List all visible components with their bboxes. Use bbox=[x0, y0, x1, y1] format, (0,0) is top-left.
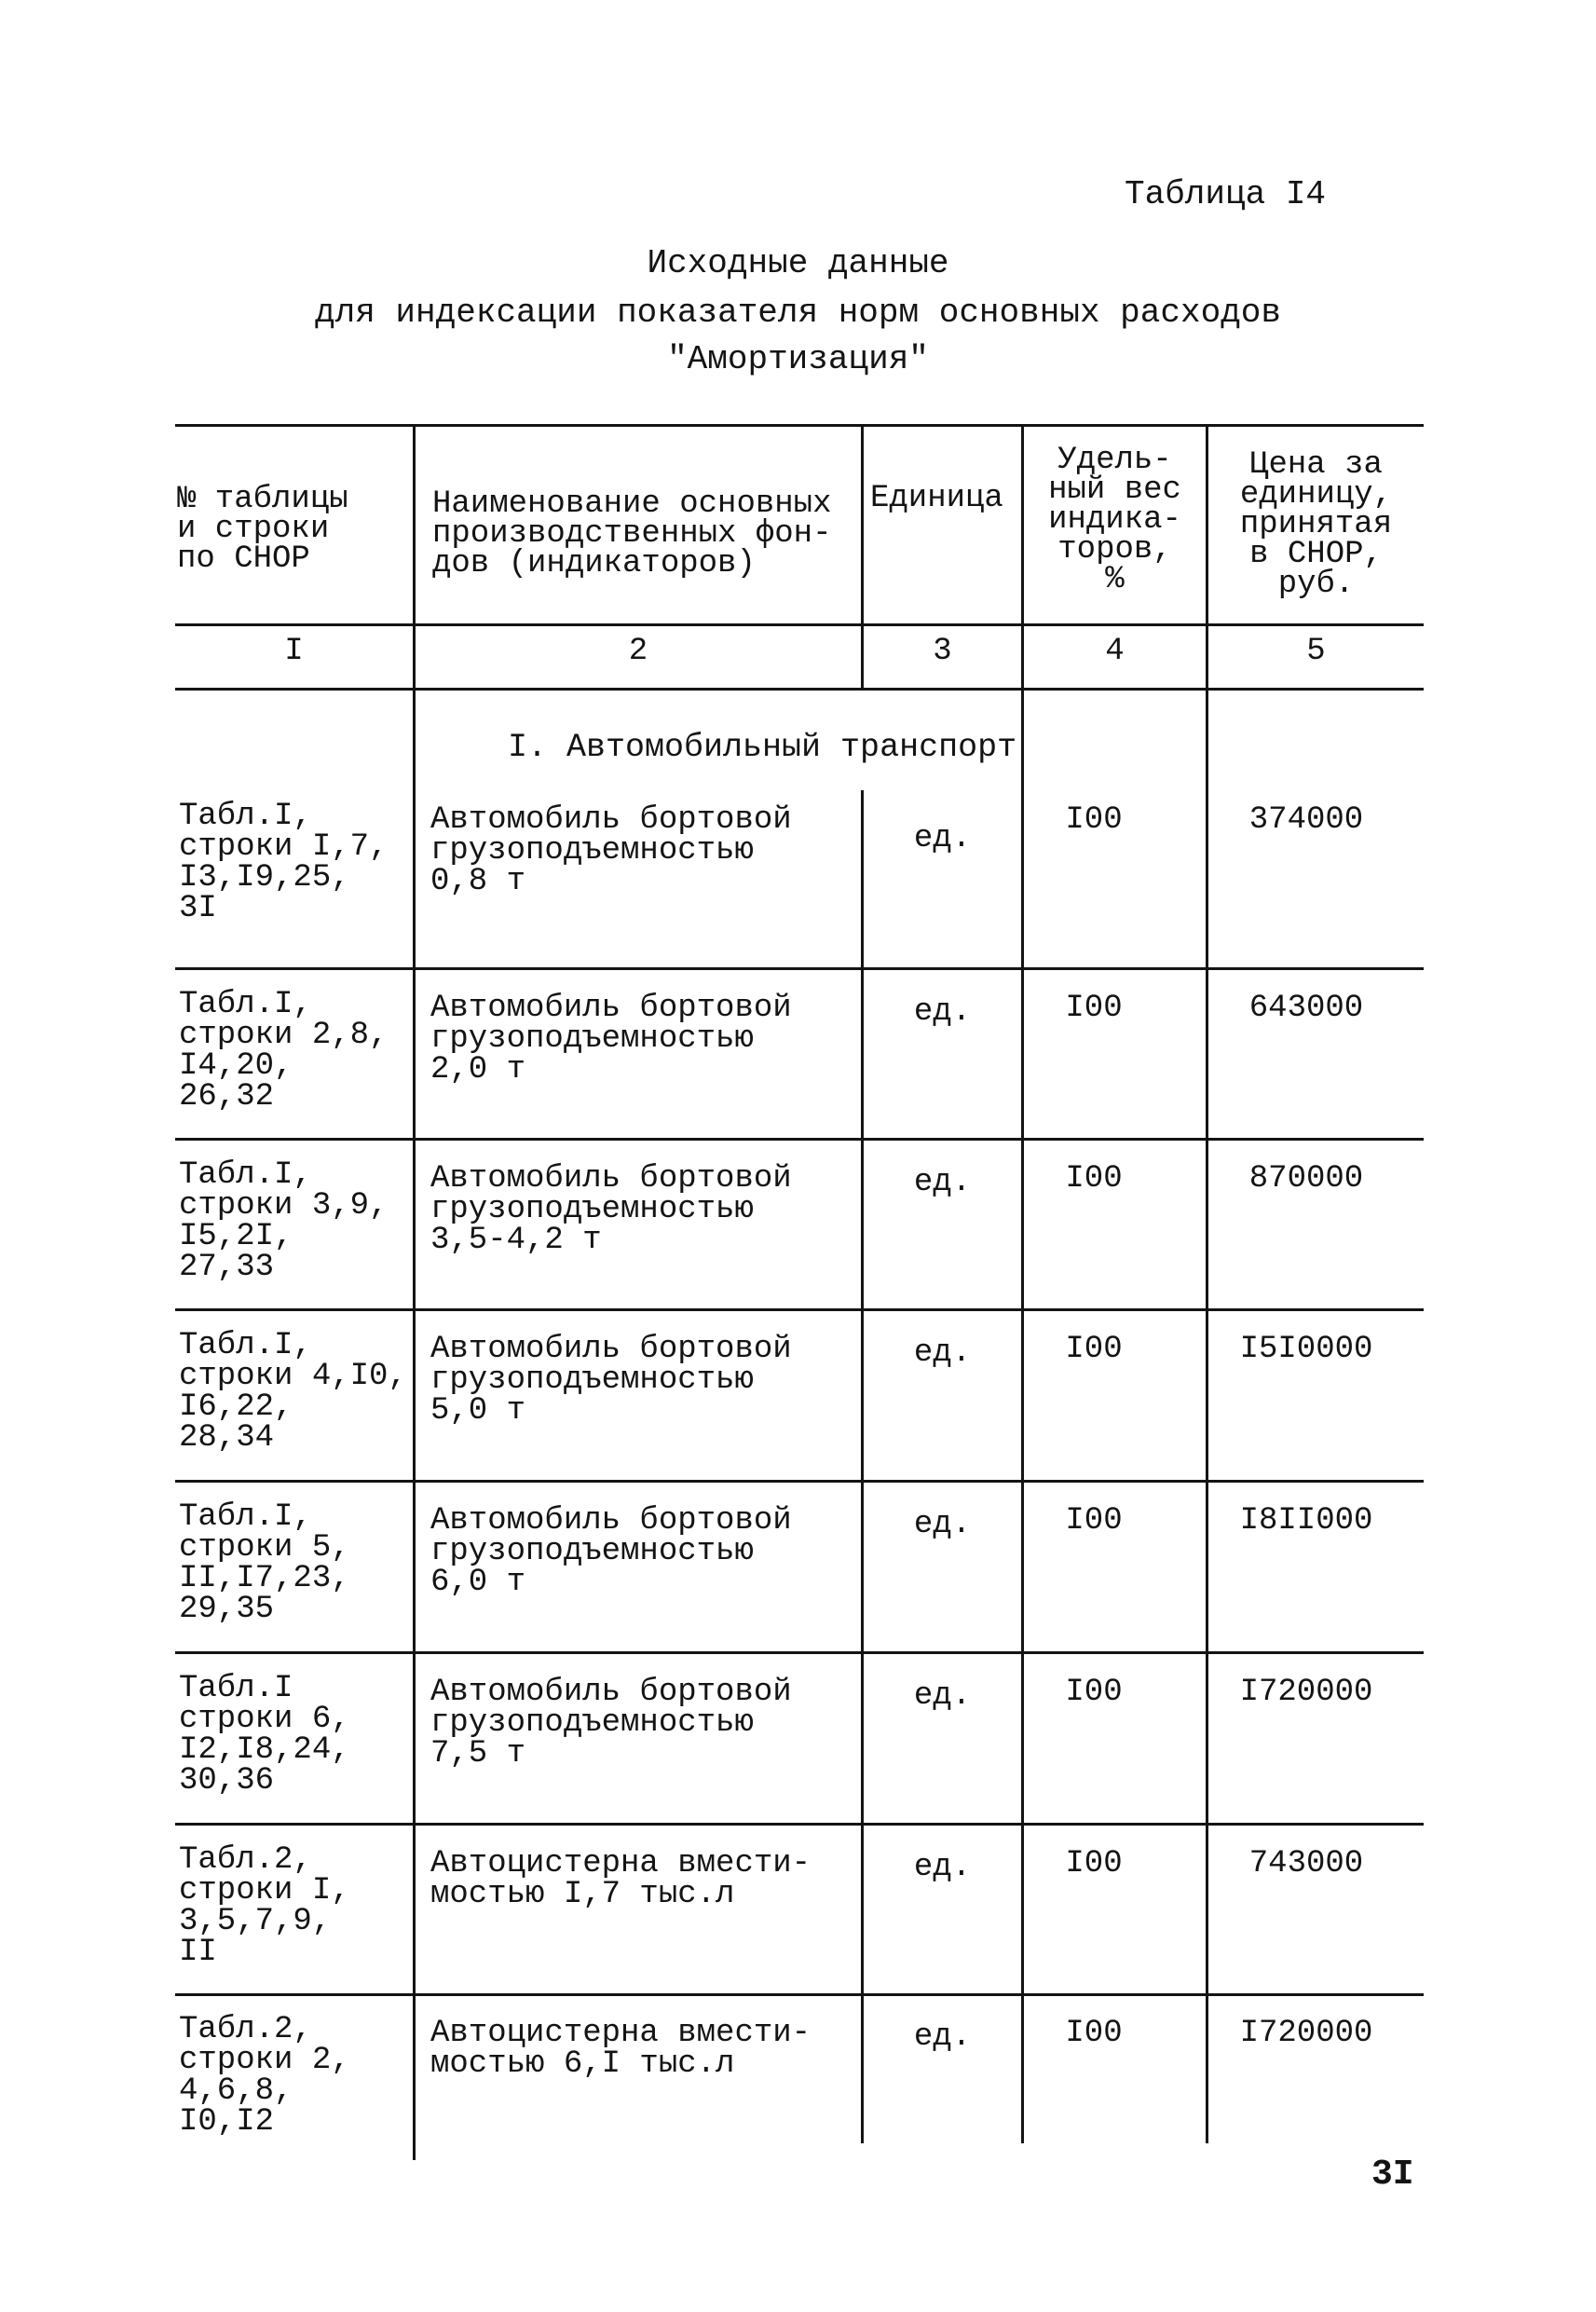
table-row-2-weight: I00 bbox=[1065, 991, 1123, 1026]
page-number: 3I bbox=[1371, 2155, 1414, 2195]
table-row-5-name: Автомобиль бортовой грузоподъемностью 6,0 т bbox=[430, 1503, 792, 1600]
col-number-3: 3 bbox=[933, 634, 952, 669]
table-row-3-weight: I00 bbox=[1065, 1161, 1123, 1197]
row-rule-1 bbox=[175, 967, 1424, 970]
table-row-2-price: 643000 bbox=[1248, 991, 1364, 1026]
table-row-6-name: Автомобиль бортовой грузоподъемностью 7,5 т bbox=[430, 1675, 792, 1772]
table-row-7-name: Автоцистерна вмести- мостью I,7 тыс.л bbox=[430, 1846, 812, 1912]
table-row-6-weight: I00 bbox=[1065, 1675, 1123, 1710]
table-row-7-ref: Табл.2, строки I, 3,5,7,9, II bbox=[179, 1842, 350, 1970]
table-row-5-price: I8II000 bbox=[1239, 1503, 1373, 1539]
row-rule-5 bbox=[175, 1651, 1424, 1654]
table-label: Таблица I4 bbox=[1125, 175, 1327, 213]
body-vline-4 bbox=[1206, 688, 1208, 2143]
table-row-3-name: Автомобиль бортовой грузоподъемностью 3,5-4,2 т bbox=[430, 1161, 792, 1258]
table-row-1-price: 374000 bbox=[1248, 802, 1364, 838]
header-bottom-rule bbox=[175, 623, 1424, 626]
table-row-6-unit: ед. bbox=[913, 1678, 972, 1714]
table-row-8-weight: I00 bbox=[1065, 2016, 1123, 2051]
table-row-7-unit: ед. bbox=[913, 1850, 972, 1885]
row-rule-3 bbox=[175, 1308, 1424, 1311]
row-rule-7 bbox=[175, 1993, 1424, 1996]
table-row-1-weight: I00 bbox=[1065, 802, 1123, 838]
table-row-6-ref: Табл.I строки 6, I2,I8,24, 30,36 bbox=[179, 1671, 350, 1799]
table-row-6-price: I720000 bbox=[1239, 1675, 1373, 1710]
table-row-2-name: Автомобиль бортовой грузоподъемностью 2,0 т bbox=[430, 991, 792, 1088]
table-row-4-unit: ед. bbox=[913, 1335, 972, 1371]
table-row-2-ref: Табл.I, строки 2,8, I4,20, 26,32 bbox=[179, 987, 389, 1115]
header-col1: № таблицы и строки по СНОР bbox=[177, 482, 348, 577]
table-row-4-price: I5I0000 bbox=[1239, 1332, 1373, 1367]
table-row-3-price: 870000 bbox=[1248, 1161, 1364, 1197]
table-row-3-unit: ед. bbox=[913, 1165, 972, 1200]
col-number-2: 2 bbox=[628, 634, 648, 669]
title-line-2: для индексации показателя норм основных расходов bbox=[315, 294, 1281, 332]
table-row-5-ref: Табл.I, строки 5, II,I7,23, 29,35 bbox=[179, 1499, 350, 1627]
header-col2: Наименование основных производственных фон- дов (индикаторов) bbox=[432, 486, 832, 581]
row-rule-2 bbox=[175, 1138, 1424, 1141]
table-row-1-name: Автомобиль бортовой грузоподъемностью 0,8 т bbox=[430, 802, 792, 899]
body-vline-3 bbox=[1021, 688, 1024, 2143]
table-top-rule bbox=[175, 424, 1424, 427]
col-numbers-bottom-rule bbox=[175, 688, 1424, 691]
table-row-7-weight: I00 bbox=[1065, 1846, 1123, 1881]
table-row-2-unit: ед. bbox=[913, 994, 972, 1030]
table-row-8-price: I720000 bbox=[1239, 2016, 1373, 2051]
row-rule-6 bbox=[175, 1823, 1424, 1826]
body-vline-2 bbox=[861, 790, 864, 2143]
table-row-1-ref: Табл.I, строки I,7, I3,I9,25, 3I bbox=[179, 799, 389, 926]
row-rule-4 bbox=[175, 1480, 1424, 1483]
header-col5: Цена за единицу, принятая в СНОР, руб. bbox=[1239, 447, 1393, 602]
header-col3: Единица bbox=[870, 481, 1003, 516]
table-row-7-price: 743000 bbox=[1248, 1846, 1364, 1881]
header-col4: Удель- ный вес индика- торов, % bbox=[1048, 443, 1181, 597]
table-row-3-ref: Табл.I, строки 3,9, I5,2I, 27,33 bbox=[179, 1157, 389, 1285]
title-line-1: Исходные данные bbox=[647, 244, 949, 282]
table-row-4-ref: Табл.I, строки 4,I0, I6,22, 28,34 bbox=[179, 1328, 407, 1456]
col-number-4: 4 bbox=[1105, 634, 1125, 669]
col-number-5: 5 bbox=[1306, 634, 1326, 669]
table-row-8-ref: Табл.2, строки 2, 4,6,8, I0,I2 bbox=[179, 2012, 350, 2140]
table-row-8-unit: ед. bbox=[913, 2019, 972, 2055]
body-vline-1 bbox=[413, 688, 416, 2160]
table-row-5-weight: I00 bbox=[1065, 1503, 1123, 1539]
section-title: I. Автомобильный транспорт bbox=[508, 729, 1017, 766]
table-row-4-name: Автомобиль бортовой грузоподъемностью 5,0 т bbox=[430, 1332, 792, 1429]
table-row-8-name: Автоцистерна вмести- мостью 6,I тыс.л bbox=[430, 2016, 812, 2082]
col-number-1: I bbox=[284, 634, 304, 669]
table-row-5-unit: ед. bbox=[913, 1507, 972, 1542]
title-line-3: "Амортизация" bbox=[667, 340, 929, 378]
table-row-1-unit: ед. bbox=[913, 821, 972, 856]
table-row-4-weight: I00 bbox=[1065, 1332, 1123, 1367]
